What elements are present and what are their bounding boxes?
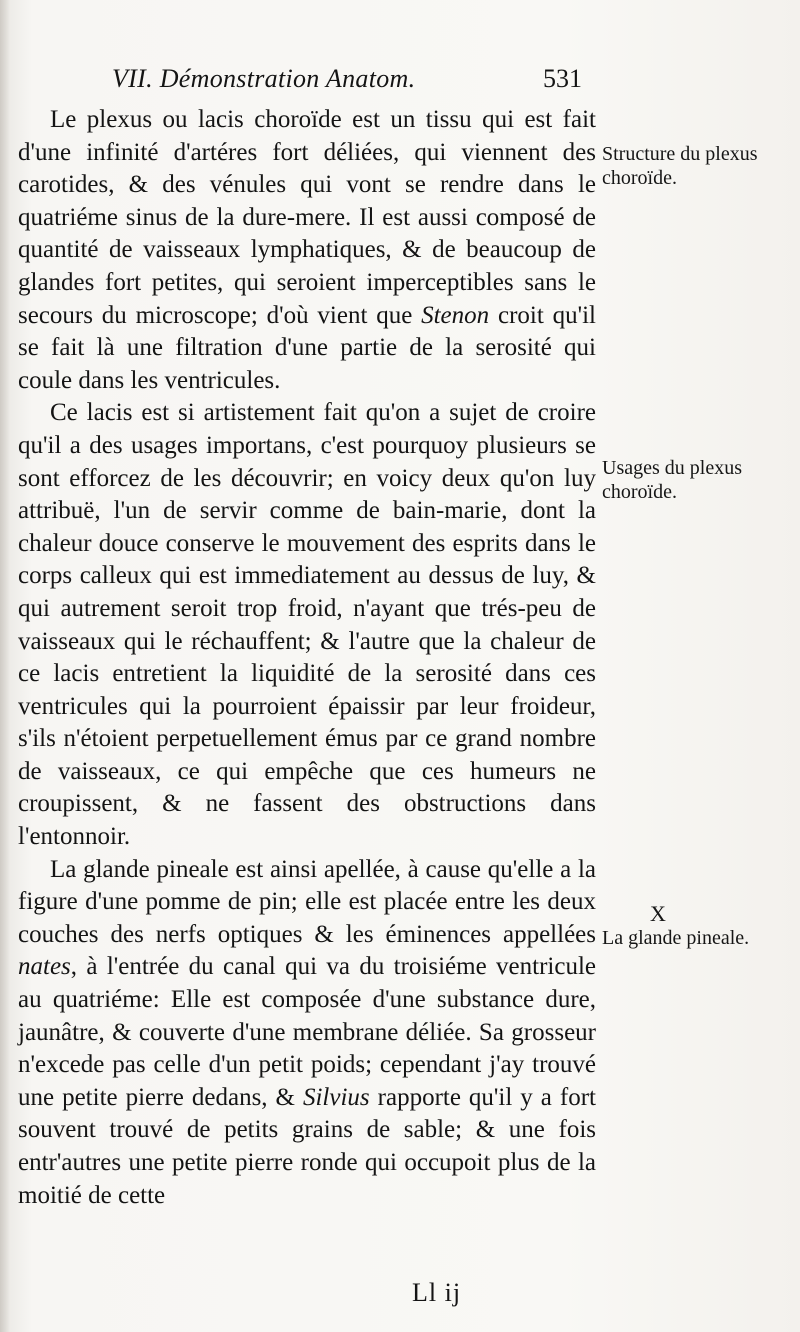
main-text	[18, 104, 596, 1212]
header-title: VII. Démonstration Anatom.	[112, 64, 416, 93]
margin-note-usages: Usages du plexus choroïde.	[602, 457, 742, 503]
margin-note-structure: Structure du plexus choroïde.	[602, 143, 758, 189]
paragraph-plexus: Le plexus ou lacis choroïde est un tissu qui est fait d'une infinité d'artéres fort déliées, qui viennent des carotides, & des vénules qui vont se rendre dans le quatriéme sinus de la dure-mere. Il est aussi composé de quantité de vaisseaux lymphatiques, & de beaucoup de glandes fort petites, qui seroient imperceptibles sans le secours du microscope; d'où vient que Stenon croit qu'il se fait là une filtration d'une partie de la serosité qui coule dans les ventricules.	[18, 106, 596, 394]
running-header	[112, 64, 582, 100]
paragraph-usages: Ce lacis est si artistement fait qu'on a sujet de croire qu'il a des usages importans, c'est pourquoy plusieurs se sont efforcez de les découvrir; en voicy deux qu'on luy attribuë, l'un de servir comme de bain-marie, dont la chaleur douce conserve le mouvement des esprits dans le corps calleux qui est immediatement au dessus de luy, & qui autrement seroit trop froid, n'ayant que trés-peu de vaisseaux qui le réchauffent; & l'autre que la chaleur de ce lacis entretient la liquidité de la serosité dans ces ventricules qui la pourroient épaissir par leur froideur, s'ils n'étoient perpetuellement émus par ce grand nombre de vaisseaux, ce qui empêche que ces humeurs ne croupissent, & ne fassent des obstructions dans l'entonnoir.	[18, 399, 596, 851]
margin-note-glande	[602, 902, 800, 950]
page-number: 531	[543, 64, 582, 93]
margin-note-glande-label: La glande pineale.	[602, 927, 750, 949]
signature-mark: Ll ij	[412, 1278, 462, 1307]
section-mark: X	[650, 901, 666, 926]
binding-shadow	[0, 0, 10, 1332]
paragraph-glande-pineale: La glande pineale est ainsi apellée, à cause qu'elle a la figure d'une pomme de pin; elle est placée entre les deux couches des nerfs optiques & les éminences appellées nates, à l'entrée du canal qui va du troisiéme ventricule au quatriéme: Elle est composée d'une substance dure, jaunâtre, & couverte d'une membrane déliée. Sa grosseur n'excede pas celle d'un petit poids; cependant j'ay trouvé une petite pierre dedans, & Silvius rapporte qu'il y a fort souvent trouvé de petits grains de sable; & une fois entr'autres une petite pierre ronde qui occupoit plus de la moitié de cette	[18, 855, 596, 1209]
